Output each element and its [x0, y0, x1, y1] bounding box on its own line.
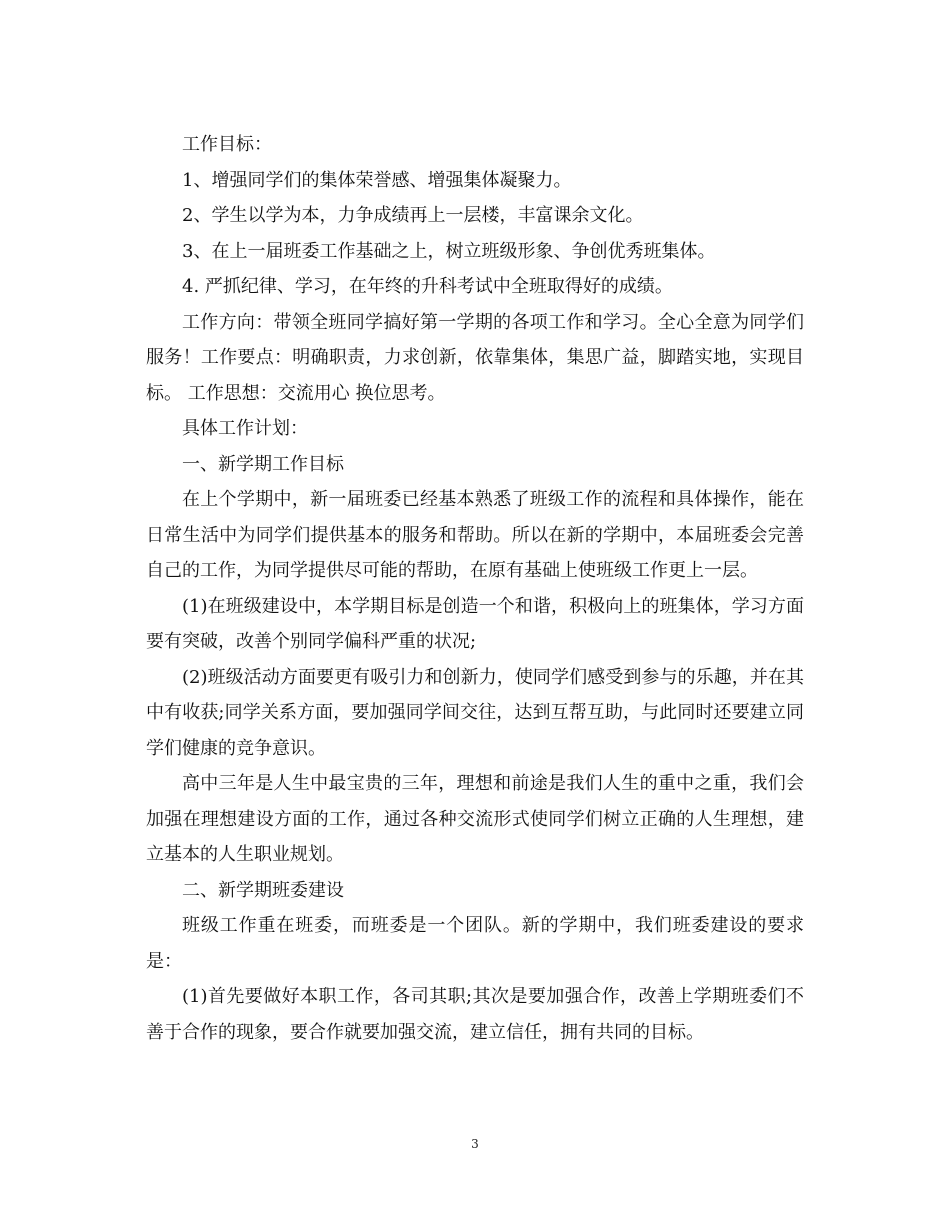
paragraph-item-1: (1)在班级建设中，本学期目标是创造一个和谐，积极向上的班集体，学习方面要有突破，改善个别同学偏科严重的状况;: [146, 595, 804, 652]
paragraph-plan-heading: 具体工作计划：: [182, 418, 308, 439]
paragraph-goal-4: 4. 严抓纪律、学习，在年终的升科考试中全班取得好的成绩。: [182, 276, 673, 297]
page-number: 3: [471, 1137, 479, 1151]
section-heading-2: 二、新学期班委建设: [182, 879, 344, 901]
paragraph-item-2: (2)班级活动方面要更有吸引力和创新力，使同学们感受到参与的乐趣，并在其中有收获;同学关系方面，要加强同学间交往，达到互帮互助，与此同时还要建立同学们健康的竞争意识。: [146, 666, 804, 759]
paragraph-committee-item-1: (1)首先要做好本职工作，各司其职;其次是要加强合作，改善上学期班委们不善于合作的现象，要合作就要加强交流，建立信任，拥有共同的目标。: [146, 986, 804, 1043]
paragraph-committee: 班级工作重在班委，而班委是一个团队。新的学期中，我们班委建设的要求是：: [146, 915, 804, 972]
document-body: [146, 127, 804, 1050]
paragraph-ideals: 高中三年是人生中最宝贵的三年，理想和前途是我们人生的重中之重，我们会加强在理想建设方面的工作，通过各种交流形式使同学们树立正确的人生理想，建立基本的人生职业规划。: [146, 773, 804, 865]
paragraph-goal-3: 3、在上一届班委工作基础之上，树立班级形象、争创优秀班集体。: [182, 240, 716, 262]
paragraph-goals-heading: 工作目标：: [182, 134, 272, 155]
paragraph-last-semester: 在上个学期中，新一届班委已经基本熟悉了班级工作的流程和具体操作，能在日常生活中为同学们提供基本的服务和帮助。所以在新的学期中，本届班委会完善自己的工作，为同学提供尽可能的帮助，在原有基础上使班级工作更上一层。: [146, 489, 804, 581]
paragraph-goal-1: 1、增强同学们的集体荣誉感、增强集体凝聚力。: [182, 169, 572, 191]
paragraph-goal-2: 2、学生以学为本，力争成绩再上一层楼，丰富课余文化。: [182, 205, 644, 226]
paragraph-work-direction: 工作方向：带领全班同学搞好第一学期的各项工作和学习。全心全意为同学们服务！工作要点：明确职责，力求创新，依靠集体，集思广益，脚踏实地，实现目标。 工作思想：交流用心 换位思考。: [146, 311, 804, 404]
section-heading-1: 一、新学期工作目标: [182, 453, 344, 475]
